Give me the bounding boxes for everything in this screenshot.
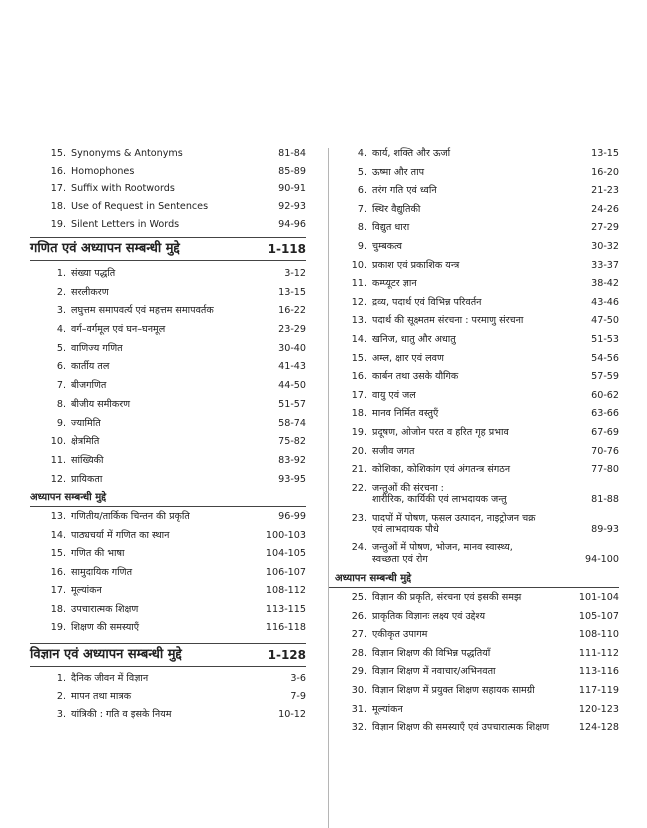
toc-entry [329, 148, 619, 159]
entry-pages: 83-92 [278, 454, 306, 466]
entry-number: 8. [56, 398, 66, 410]
toc-entry [329, 408, 619, 419]
entry-number: 12. [351, 296, 367, 308]
entry-title: विज्ञान शिक्षण में नवाचार/अभिनवता [372, 666, 496, 678]
entry-pages: 30-32 [591, 240, 619, 252]
entry-pages: 108-112 [265, 585, 306, 597]
toc-entry [329, 334, 619, 345]
toc-entry [329, 427, 619, 438]
entry-number: 14. [50, 529, 66, 541]
entry-pages: 21-23 [591, 185, 619, 197]
section-pages: 1-118 [267, 242, 306, 257]
subsection-heading: अध्यापन सम्बन्धी मुद्दे [30, 492, 107, 504]
entry-pages: 77-80 [591, 464, 619, 476]
entry-pages: 13-15 [278, 286, 306, 298]
entry-title: Suffix with Rootwords [71, 183, 175, 195]
section-pages: 1-128 [267, 647, 306, 662]
entry-title: जन्तुओं में पोषण, भोजन, मानव स्वास्थ्य, स्वच्छता एवं रोग [372, 542, 513, 565]
toc-entry [30, 436, 306, 447]
entry-number: 13. [351, 315, 367, 327]
entry-number: 5. [357, 166, 367, 178]
toc-entry [329, 185, 619, 196]
entry-pages: 81-88 [591, 493, 619, 505]
entry-title: विद्युत धारा [372, 222, 410, 234]
entry-number: 3. [56, 305, 66, 317]
divider [30, 666, 306, 667]
entry-number: 10. [50, 436, 66, 448]
entry-pages: 27-29 [591, 222, 619, 234]
entry-number: 30. [351, 685, 367, 697]
toc-entry [30, 567, 306, 578]
entry-title: प्राकृतिक विज्ञानः लक्ष्य एवं उद्देश्य [372, 610, 486, 622]
entry-title: लघुत्तम समापवर्त्य एवं महत्तम समापवर्तक [71, 305, 214, 317]
toc-entry [30, 268, 306, 279]
entry-pages: 117-119 [578, 685, 619, 697]
entry-pages: 57-59 [591, 371, 619, 383]
entry-number: 18. [50, 603, 66, 615]
divider [30, 506, 306, 507]
entry-number: 2. [56, 286, 66, 298]
entry-number: 25. [351, 592, 367, 604]
entry-title: जन्तुओं की संरचना : शारीरिक, कार्यिकी एवं लाभदायक जन्तु [372, 482, 507, 505]
entry-number: 1. [56, 268, 66, 280]
entry-number: 4. [357, 148, 367, 159]
entry-pages: 44-50 [278, 380, 306, 392]
toc-entry [329, 666, 619, 677]
entry-pages: 33-37 [591, 259, 619, 271]
entry-title: चुम्बकत्व [372, 240, 402, 252]
entry-number: 16. [50, 165, 66, 177]
entry-pages: 106-107 [265, 566, 306, 578]
toc-entry [30, 201, 306, 212]
toc-entry [329, 483, 619, 506]
entry-number: 31. [351, 703, 367, 715]
science-topics-list-continued [329, 148, 619, 565]
entry-number: 19. [351, 426, 367, 438]
toc-entry [30, 324, 306, 335]
entry-pages: 16-22 [278, 305, 306, 317]
english-topics-list [30, 148, 306, 230]
entry-pages: 113-116 [578, 666, 619, 678]
toc-entry [30, 709, 306, 720]
entry-pages: 90-91 [278, 183, 306, 195]
toc-entry [329, 371, 619, 382]
entry-pages: 47-50 [591, 315, 619, 327]
entry-title: कम्प्यूटर ज्ञान [372, 278, 417, 290]
entry-number: 17. [50, 183, 66, 195]
entry-number: 1. [56, 672, 66, 684]
entry-pages: 85-89 [278, 165, 306, 177]
toc-left-column [30, 148, 306, 728]
toc-entry [329, 542, 619, 565]
toc-entry [30, 455, 306, 466]
entry-title: सामुदायिक गणित [71, 566, 133, 578]
toc-entry [329, 260, 619, 271]
entry-number: 13. [50, 511, 66, 523]
entry-title: मानव निर्मित वस्तुएँ [372, 408, 439, 420]
entry-title: उपचारात्मक शिक्षण [71, 603, 139, 615]
entry-pages: 23-29 [278, 324, 306, 336]
entry-number: 6. [357, 185, 367, 197]
entry-pages: 81-84 [278, 148, 306, 159]
entry-title: विज्ञान शिक्षण में प्रयुक्त शिक्षण सहायक सामग्री [372, 685, 535, 697]
divider [30, 643, 306, 644]
subsection-heading: अध्यापन सम्बन्धी मुद्दे [335, 573, 412, 585]
entry-number: 28. [351, 647, 367, 659]
entry-number: 9. [357, 240, 367, 252]
entry-number: 4. [56, 324, 66, 336]
toc-entry [30, 183, 306, 194]
entry-number: 19. [50, 622, 66, 634]
entry-title: ज्यामिति [71, 417, 101, 429]
entry-pages: 70-76 [591, 445, 619, 457]
entry-pages: 16-20 [591, 166, 619, 178]
toc-entry [329, 241, 619, 252]
entry-number: 10. [351, 259, 367, 271]
toc-entry [329, 204, 619, 215]
toc-entry [30, 691, 306, 702]
entry-pages: 101-104 [578, 592, 619, 604]
entry-title: शिक्षण की समस्याएँ [71, 622, 140, 634]
divider [329, 587, 619, 588]
toc-entry [30, 148, 306, 159]
entry-title: अम्ल, क्षार एवं लवण [372, 352, 444, 364]
entry-number: 23. [351, 512, 367, 524]
toc-entry [30, 361, 306, 372]
toc-entry [329, 278, 619, 289]
entry-number: 7. [56, 380, 66, 392]
toc-entry [30, 604, 306, 615]
math-topics-list [30, 268, 306, 485]
toc-entry [30, 399, 306, 410]
entry-pages: 75-82 [278, 436, 306, 448]
toc-entry [30, 511, 306, 522]
entry-pages: 10-12 [278, 709, 306, 721]
toc-entry [329, 167, 619, 178]
entry-number: 15. [50, 148, 66, 159]
entry-title: पदार्थ की सूक्ष्मतम संरचना : परमाणु संरचना [372, 315, 524, 327]
entry-title: ऊष्मा और ताप [372, 166, 425, 178]
entry-title: मापन तथा मात्रक [71, 690, 132, 702]
entry-title: विज्ञान शिक्षण की समस्याएँ एवं उपचारात्मक शिक्षण [372, 722, 550, 734]
entry-pages: 38-42 [591, 278, 619, 290]
entry-title: सांख्यिकी [71, 454, 104, 466]
toc-entry [30, 673, 306, 684]
entry-title: गणितीय/तार्किक चिन्तन की प्रकृति [71, 511, 190, 523]
toc-entry [329, 685, 619, 696]
toc-entry [30, 287, 306, 298]
entry-pages: 120-123 [578, 703, 619, 715]
toc-entry [30, 530, 306, 541]
entry-title: खनिज, धातु और अधातु [372, 333, 456, 345]
entry-pages: 94-100 [585, 553, 619, 565]
entry-title: Silent Letters in Words [71, 218, 180, 230]
entry-title: सरलीकरण [71, 286, 109, 298]
entry-pages: 30-40 [278, 342, 306, 354]
entry-title: Homophones [71, 165, 135, 177]
entry-title: प्रकाश एवं प्रकाशिक यन्त्र [372, 259, 460, 271]
entry-number: 18. [50, 201, 66, 213]
entry-pages: 116-118 [265, 622, 306, 634]
entry-number: 15. [351, 352, 367, 364]
entry-title: कोशिका, कोशिकांग एवं अंगतन्त्र संगठन [372, 464, 511, 476]
entry-pages: 104-105 [265, 548, 306, 560]
toc-entry [329, 353, 619, 364]
entry-title: संख्या पद्धति [71, 268, 116, 280]
toc-entry [30, 166, 306, 177]
entry-title: क्षेत्रमिति [71, 436, 100, 448]
entry-number: 24. [351, 542, 367, 554]
entry-title: मूल्यांकन [372, 703, 403, 715]
toc-entry [30, 219, 306, 230]
entry-number: 17. [351, 389, 367, 401]
entry-pages: 100-103 [265, 529, 306, 541]
entry-title: पाठ्यचर्या में गणित का स्थान [71, 529, 170, 541]
entry-title: यांत्रिकी : गति व इसके नियम [71, 709, 172, 721]
entry-pages: 3-12 [284, 268, 306, 280]
toc-entry [329, 464, 619, 475]
toc-entry [329, 722, 619, 733]
entry-pages: 13-15 [591, 148, 619, 159]
entry-title: वाणिज्य गणित [71, 342, 123, 354]
entry-number: 32. [351, 722, 367, 734]
entry-title: बीजगणित [71, 380, 107, 392]
entry-number: 16. [50, 566, 66, 578]
entry-title: विज्ञान शिक्षण की विभिन्न पद्धतियाँ [372, 647, 491, 659]
toc-entry [329, 446, 619, 457]
entry-pages: 111-112 [578, 647, 619, 659]
toc-entry [329, 648, 619, 659]
entry-pages: 24-26 [591, 203, 619, 215]
entry-title: स्थिर वैद्युतिकी [372, 203, 421, 215]
entry-title: प्रायिकता [71, 473, 103, 485]
entry-title: वर्ग–वर्गमूल एवं घन–घनमूल [71, 324, 166, 336]
toc-entry [329, 704, 619, 715]
entry-number: 26. [351, 610, 367, 622]
entry-pages: 108-110 [578, 629, 619, 641]
entry-pages: 43-46 [591, 296, 619, 308]
entry-pages: 54-56 [591, 352, 619, 364]
entry-title: सजीव जगत [372, 445, 415, 457]
toc-entry [30, 343, 306, 354]
section-heading-science [30, 647, 306, 663]
entry-number: 2. [56, 690, 66, 702]
section-title: गणित एवं अध्यापन सम्बन्धी मुद्दे [30, 241, 180, 257]
entry-pages: 92-93 [278, 201, 306, 213]
entry-pages: 113-115 [265, 603, 306, 615]
entry-number: 8. [357, 222, 367, 234]
entry-title: कार्बन तथा उसके यौगिक [372, 371, 459, 383]
entry-pages: 94-96 [278, 218, 306, 230]
entry-title: गणित की भाषा [71, 548, 125, 560]
entry-number: 3. [56, 709, 66, 721]
toc-entry [329, 222, 619, 233]
entry-title: द्रव्य, पदार्थ एवं विभिन्न परिवर्तन [372, 296, 482, 308]
toc-entry [30, 585, 306, 596]
entry-title: कार्य, शक्ति और ऊर्जा [372, 148, 451, 159]
entry-title: मूल्यांकन [71, 585, 102, 597]
entry-title: दैनिक जीवन में विज्ञान [71, 672, 149, 684]
toc-entry [329, 390, 619, 401]
entry-number: 7. [357, 203, 367, 215]
entry-number: 18. [351, 408, 367, 420]
toc-entry [329, 513, 619, 536]
science-topics-list [30, 673, 306, 721]
entry-pages: 51-53 [591, 333, 619, 345]
entry-title: कार्तीय तल [71, 361, 110, 373]
toc-right-column [328, 148, 619, 828]
entry-pages: 58-74 [278, 417, 306, 429]
entry-title: पादपों में पोषण, फसल उत्पादन, नाइट्रोजन चक्र एवं लाभदायक पौधे [372, 512, 536, 535]
entry-title: Synonyms & Antonyms [71, 148, 183, 159]
entry-number: 11. [50, 454, 66, 466]
entry-pages: 89-93 [591, 523, 619, 535]
toc-entry [30, 622, 306, 633]
entry-pages: 60-62 [591, 389, 619, 401]
toc-entry [329, 592, 619, 603]
entry-pages: 3-6 [290, 672, 306, 684]
entry-pages: 63-66 [591, 408, 619, 420]
entry-number: 17. [50, 585, 66, 597]
toc-entry [30, 305, 306, 316]
entry-pages: 96-99 [278, 511, 306, 523]
entry-number: 5. [56, 342, 66, 354]
toc-entry [329, 315, 619, 326]
toc-entry [30, 548, 306, 559]
entry-number: 11. [351, 278, 367, 290]
entry-number: 6. [56, 361, 66, 373]
entry-title: वायु एवं जल [372, 389, 416, 401]
divider [30, 237, 306, 238]
entry-pages: 51-57 [278, 398, 306, 410]
toc-entry [30, 474, 306, 485]
entry-number: 21. [351, 464, 367, 476]
entry-number: 19. [50, 218, 66, 230]
toc-entry [30, 380, 306, 391]
entry-title: एकीकृत उपागम [372, 629, 428, 641]
entry-pages: 67-69 [591, 426, 619, 438]
entry-number: 20. [351, 445, 367, 457]
toc-entry [329, 297, 619, 308]
entry-number: 22. [351, 482, 367, 494]
entry-number: 29. [351, 666, 367, 678]
entry-number: 27. [351, 629, 367, 641]
math-pedagogy-list [30, 511, 306, 633]
entry-title: तरंग गति एवं ध्वनि [372, 185, 437, 197]
entry-number: 14. [351, 333, 367, 345]
entry-title: प्रदूषण, ओजोन परत व हरित गृह प्रभाव [372, 426, 509, 438]
toc-entry [329, 629, 619, 640]
entry-pages: 124-128 [578, 722, 619, 734]
entry-number: 16. [351, 371, 367, 383]
entry-number: 12. [50, 473, 66, 485]
entry-pages: 105-107 [578, 610, 619, 622]
entry-pages: 41-43 [278, 361, 306, 373]
section-heading-math [30, 241, 306, 257]
divider [30, 260, 306, 261]
entry-title: बीजीय समीकरण [71, 398, 131, 410]
toc-entry [30, 418, 306, 429]
entry-title: Use of Request in Sentences [71, 201, 209, 213]
section-title: विज्ञान एवं अध्यापन सम्बन्धी मुद्दे [30, 646, 182, 662]
entry-pages: 93-95 [278, 473, 306, 485]
entry-number: 15. [50, 548, 66, 560]
entry-title: विज्ञान की प्रकृति, संरचना एवं इसकी समझ [372, 592, 522, 604]
entry-number: 9. [56, 417, 66, 429]
entry-pages: 7-9 [290, 690, 306, 702]
toc-entry [329, 611, 619, 622]
science-pedagogy-list [329, 592, 619, 733]
